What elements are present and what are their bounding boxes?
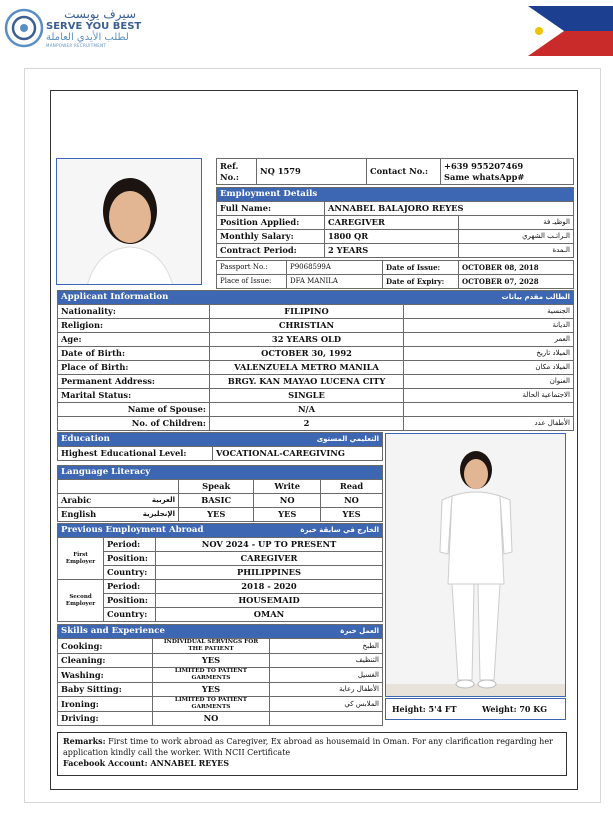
app-label: Age: [58,333,210,347]
brand-sub: MANPOWER RECRUITMENT [46,43,107,48]
emp-value: ANNABEL BALAJORO REYES [325,202,574,216]
lang-cell: YES [320,508,382,522]
contact-value [441,159,574,185]
passport-value: P9068599A [287,261,383,275]
emp-value: 1800 QR [325,230,459,244]
emp-arabic: الـمدة [459,244,574,258]
app-arabic: الديانة [404,319,574,333]
previous-header [58,524,383,538]
language-blank [58,480,179,494]
emp-label: Monthly Salary: [217,230,325,244]
skills-header [58,625,383,639]
language-section [57,465,383,522]
lang-name: Arabic [61,495,92,505]
education-header [58,433,383,447]
skill-arabic: الأطفال رعاية [270,683,383,697]
app-value: SINGLE [210,389,404,403]
prev-value: PHILIPPINES [156,566,383,580]
skill-value: LIMITED TO PATIENT GARMENTS [153,697,270,712]
education-title-ar: التعليمي المستوى [316,435,379,443]
app-label: Permanent Address: [58,375,210,389]
app-arabic: الاجتماعية الحالة [404,389,574,403]
skills-title-ar: العمل خبرة [340,627,379,635]
skills-section [57,624,383,726]
app-label: Nationality: [58,305,210,319]
app-label: Religion: [58,319,210,333]
prev-value: 2018 - 2020 [156,580,383,594]
skill-arabic: الغسيل [270,668,383,683]
applicant-title-ar: الطالب مقدم بيانات [501,293,570,301]
emp-value: CAREGIVER [325,216,459,230]
prev-label: Position: [104,552,156,566]
skill-value: NO [153,712,270,726]
emp-label: Full Name: [217,202,325,216]
issue-label: Date of Issue: [383,261,459,275]
brand-arabic-sub: لطلب الأيدي العاملة [46,32,129,43]
height-label: Height: [392,704,426,714]
prev-label: Period: [104,538,156,552]
children-label: No. of Children: [58,417,210,431]
prev-value: OMAN [156,608,383,622]
skill-label: Baby Sitting: [58,683,153,697]
app-label: Marital Status: [58,389,210,403]
employment-block [216,158,574,289]
app-arabic: العنوان [404,375,574,389]
app-arabic: الجنسية [404,305,574,319]
children-arabic: الأطفال عدد [404,417,574,431]
applicant-portrait-photo [56,158,202,285]
applicant-section [57,290,574,431]
contact-number: +639 955207469 [444,160,524,171]
brand-text [46,8,141,48]
philippines-flag-icon [528,6,613,56]
lang-col: Write [254,480,321,494]
applicant-fullbody-photo [385,433,566,697]
app-arabic: الميلاد تاريخ [404,347,574,361]
skill-label: Cleaning: [58,654,153,668]
lang-cell: NO [254,494,321,508]
contact-note: Same whatsApp# [444,171,525,182]
previous-title: Previous Employment Abroad [61,525,204,535]
spouse-label: Name of Spouse: [58,403,210,417]
children-value: 2 [210,417,404,431]
prev-value: NOV 2024 - UP TO PRESENT [156,538,383,552]
previous-employment-section [57,523,383,622]
expiry-label: Date of Expiry: [383,275,459,289]
skill-arabic: الطبخ [270,639,383,654]
education-title: Education [61,434,110,444]
emp-label: Position Applied: [217,216,325,230]
lang-cell: YES [179,508,254,522]
brand-arabic: سيرف يوبست [64,7,136,21]
skill-value: YES [153,683,270,697]
company-logo-icon [4,8,44,48]
emp-arabic: الـراتـب الشهري [459,230,574,244]
spouse-arabic [404,403,574,417]
skill-arabic: التنظيف [270,654,383,668]
facebook [63,758,561,769]
prev-label: Country: [104,566,156,580]
remarks [63,736,561,758]
skill-arabic: الملابس كي [270,697,383,712]
remarks-text: First time to work abroad as Caregiver, Ex abroad as housemaid in Oman. For any clarification regarding her application kindly call the worker. With NCII Certificate [63,737,553,757]
employment-header: Employment Details [217,188,574,202]
prev-value: HOUSEMAID [156,594,383,608]
emp-arabic: الوظيـ فة [459,216,574,230]
ref-value: NQ 1579 [257,159,367,185]
app-label: Date of Birth: [58,347,210,361]
skill-value: INDIVIDUAL SERVINGS FOR THE PATIENT [153,639,270,654]
expiry-value: OCTOBER 07, 2028 [459,275,574,289]
first-employer-label: First Employer [58,538,104,580]
prev-label: Period: [104,580,156,594]
app-arabic: العمر [404,333,574,347]
skill-value: YES [153,654,270,668]
prev-label: Position: [104,594,156,608]
education-section [57,432,383,461]
skill-label: Ironing: [58,697,153,712]
app-value: VALENZUELA METRO MANILA [210,361,404,375]
second-employer-label: Second Employer [58,580,104,622]
prev-value: CAREGIVER [156,552,383,566]
place-label: Place of Issue: [217,275,287,289]
lang-col: Speak [179,480,254,494]
height [386,704,476,714]
app-value: CHRISTIAN [210,319,404,333]
lang-cell: NO [320,494,382,508]
language-header: Language Literacy [58,466,383,480]
app-value: 32 YEARS OLD [210,333,404,347]
lang-name: English [61,509,97,519]
top-banner [0,0,613,64]
app-value: FILIPINO [210,305,404,319]
weight-value: 70 KG [519,704,548,714]
passport-label: Passport No.: [217,261,287,275]
app-value: OCTOBER 30, 1992 [210,347,404,361]
place-value: DFA MANILA [287,275,383,289]
skill-label: Driving: [58,712,153,726]
remarks-label: Remarks: [63,736,106,746]
skill-value: LIMITED TO PATIENT GARMENTS [153,668,270,683]
weight [476,704,547,714]
issue-value: OCTOBER 08, 2018 [459,261,574,275]
lang-col: Read [320,480,382,494]
lang-label [58,494,179,508]
applicant-header [58,291,574,305]
app-arabic: الميلاد مكان [404,361,574,375]
applicant-title: Applicant Information [61,292,169,302]
education-label: Highest Educational Level: [58,447,213,461]
app-value: BRGY. KAN MAYAO LUCENA CITY [210,375,404,389]
facebook-value: ANNABEL REYES [150,758,229,768]
app-label: Place of Birth: [58,361,210,375]
measure-box [385,698,566,720]
lang-label [58,508,179,522]
spouse-value: N/A [210,403,404,417]
skill-arabic [270,712,383,726]
previous-title-ar: الخارج في سابقة خبرة [300,526,379,534]
lang-cell: YES [254,508,321,522]
remarks-box [57,732,567,776]
contact-label: Contact No.: [367,159,441,185]
skill-label: Washing: [58,668,153,683]
emp-value: 2 YEARS [325,244,459,258]
skills-title: Skills and Experience [61,626,165,636]
ref-label: Ref. No.: [217,159,257,185]
lang-cell: BASIC [179,494,254,508]
skill-label: Cooking: [58,639,153,654]
weight-label: Weight: [482,704,517,714]
emp-label: Contract Period: [217,244,325,258]
prev-label: Country: [104,608,156,622]
height-value: 5'4 FT [428,704,457,714]
lang-name-ar: العربية [151,496,175,504]
education-value: VOCATIONAL-CAREGIVING [213,447,383,461]
brand-english: SERVE YOU BEST [46,21,142,32]
lang-name-ar: الإنجليزية [142,510,175,518]
facebook-label: Facebook Account: [63,758,148,768]
